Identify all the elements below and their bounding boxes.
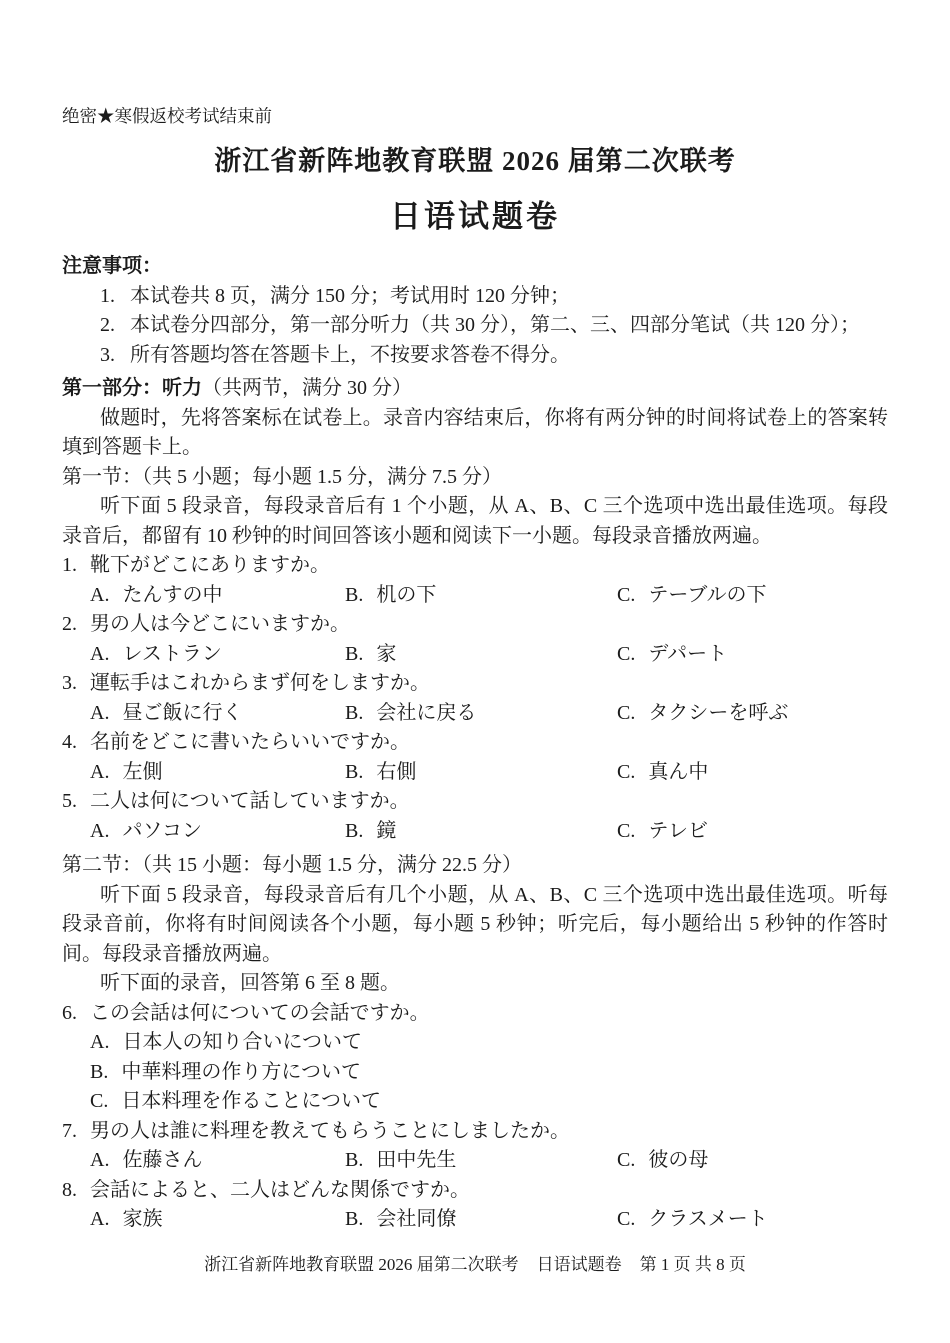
question-1 — [62, 551, 888, 610]
question-6-stem — [62, 999, 888, 1029]
option-6b — [62, 1058, 888, 1088]
option-2b — [345, 640, 617, 670]
option-text: 家 — [376, 642, 397, 665]
section1-heading: 第一节：（共 5 小题；每小题 1.5 分，满分 7.5 分） — [62, 465, 502, 488]
option-text: テレビ — [648, 819, 708, 842]
option-label: A. — [90, 583, 110, 606]
notice-number: 1. — [100, 284, 115, 307]
section2-instructions: 听下面 5 段录音，每段录音后有几个小题，从 A、B、C 三个选项中选出最佳选项。听每段录音前，你将有时间阅读各个小题，每小题 5 秒钟；听完后，每小题给出 5 秒钟的作答时间。每段录音播放两遍。 — [62, 883, 888, 965]
question-2-options — [62, 640, 888, 670]
notices-section — [62, 252, 888, 370]
option-label: A. — [90, 642, 110, 665]
option-4b — [345, 758, 617, 788]
option-label: A. — [90, 1031, 110, 1053]
question-text: 運転手はこれからまず何をしますか。 — [90, 672, 430, 694]
question-8-stem — [62, 1176, 888, 1206]
option-2c — [617, 640, 888, 670]
section2-group-note: 听下面的录音，回答第 6 至 8 题。 — [100, 972, 400, 994]
part1-heading — [62, 374, 888, 404]
question-1-options — [62, 581, 888, 611]
notice-text: 本试卷共 8 页，满分 150 分；考试用时 120 分钟； — [130, 284, 570, 307]
option-text: 佐藤さん — [122, 1149, 203, 1171]
option-text: 中華料理の作り方について — [121, 1060, 361, 1083]
option-text: 机の下 — [376, 583, 437, 606]
option-8c — [617, 1205, 888, 1235]
question-3 — [62, 669, 888, 728]
option-text: 彼の母 — [648, 1149, 709, 1171]
option-text: 会社に戻る — [376, 701, 477, 724]
question-text: 靴下がどこにありますか。 — [90, 554, 330, 576]
option-text: 左側 — [122, 760, 163, 783]
question-number: 1. — [62, 554, 77, 576]
option-text: テーブルの下 — [648, 583, 767, 606]
question-text: 男の人は今どこにいますか。 — [90, 613, 350, 635]
question-3-options — [62, 699, 888, 729]
option-2a — [90, 640, 345, 670]
option-text: 田中先生 — [376, 1149, 457, 1171]
option-label: A. — [90, 819, 110, 842]
question-text: 名前をどこに書いたらいいですか。 — [90, 731, 410, 753]
paper-title: 日语试题卷 — [390, 199, 560, 234]
question-text: この会話は何についての会話ですか。 — [90, 1001, 430, 1024]
option-1a — [90, 581, 345, 611]
question-7-stem — [62, 1117, 888, 1147]
option-text: パソコン — [122, 819, 203, 842]
section1-instructions: 听下面 5 段录音，每段录音后有 1 个小题，从 A、B、C 三个选项中选出最佳选项。每段录音后，都留有 10 秒钟的时间回答该小题和阅读下一小题。每段录音播放两遍。 — [62, 495, 888, 547]
option-4a — [90, 758, 345, 788]
option-label: A. — [90, 760, 110, 783]
option-label: C. — [617, 583, 636, 606]
page-footer — [0, 1253, 950, 1277]
question-number: 2. — [62, 613, 77, 635]
notice-item-2 — [62, 311, 888, 341]
question-text: 会話によると、二人はどんな関係ですか。 — [90, 1178, 470, 1201]
notices-heading: 注意事项： — [62, 255, 162, 277]
question-number: 8. — [62, 1178, 77, 1201]
option-label: B. — [345, 819, 364, 842]
option-5a — [90, 817, 345, 847]
question-number: 4. — [62, 731, 77, 753]
option-label: A. — [90, 701, 110, 724]
option-1b — [345, 581, 617, 611]
option-text: 右側 — [376, 760, 417, 783]
option-label: C. — [90, 1090, 109, 1112]
option-8b — [345, 1205, 617, 1235]
option-text: クラスメート — [648, 1208, 768, 1230]
part1-intro: 做题时，先将答案标在试卷上。录音内容结束后，你将有两分钟的时间将试卷上的答案转填到答题卡上。 — [62, 406, 888, 458]
question-3-stem — [62, 669, 888, 699]
option-4c — [617, 758, 888, 788]
option-label: B. — [345, 583, 364, 606]
option-label: A. — [90, 1208, 110, 1230]
option-text: 真ん中 — [648, 760, 709, 783]
option-label: B. — [345, 760, 364, 783]
question-6 — [62, 999, 888, 1117]
notice-text: 所有答题均答在答题卡上，不按要求答卷不得分。 — [130, 343, 570, 366]
question-8 — [62, 1176, 888, 1235]
security-notice: 绝密★寒假返校考试结束前 — [62, 106, 272, 126]
option-5c — [617, 817, 888, 847]
option-7b — [345, 1146, 617, 1176]
option-label: C. — [617, 701, 636, 724]
question-number: 5. — [62, 790, 77, 812]
option-text: 会社同僚 — [376, 1208, 457, 1230]
question-4 — [62, 728, 888, 787]
option-3c — [617, 699, 888, 729]
option-label: C. — [617, 642, 636, 665]
question-8-options — [62, 1205, 888, 1235]
question-1-stem — [62, 551, 888, 581]
option-text: 日本料理を作ることについて — [121, 1090, 381, 1112]
option-text: 昼ご飯に行く — [122, 701, 243, 724]
footer-paper-name: 日语试题卷 — [536, 1255, 622, 1274]
option-text: たんすの中 — [122, 583, 223, 606]
option-6a — [62, 1028, 888, 1058]
part1-heading-note: （共两节，满分 30 分） — [202, 377, 412, 399]
notice-item-1 — [62, 282, 888, 312]
option-label: C. — [617, 819, 636, 842]
question-number: 3. — [62, 672, 77, 694]
option-label: B. — [345, 701, 364, 724]
footer-page-info: 第 1 页 共 8 页 — [639, 1255, 746, 1274]
question-number: 6. — [62, 1001, 77, 1024]
option-label: C. — [617, 1208, 636, 1230]
question-text: 二人は何について話していますか。 — [90, 790, 410, 812]
notice-number: 3. — [100, 343, 115, 366]
option-1c — [617, 581, 888, 611]
option-7c — [617, 1146, 888, 1176]
option-label: C. — [617, 760, 636, 783]
question-5 — [62, 787, 888, 846]
question-7-options — [62, 1146, 888, 1176]
option-text: タクシーを呼ぶ — [648, 701, 789, 724]
question-number: 7. — [62, 1119, 77, 1142]
option-text: 家族 — [122, 1208, 163, 1230]
option-7a — [90, 1146, 345, 1176]
option-8a — [90, 1205, 345, 1235]
notice-item-3 — [62, 341, 888, 371]
question-2 — [62, 610, 888, 669]
part1-heading-title: 第一部分：听力 — [62, 377, 202, 399]
question-5-options — [62, 817, 888, 847]
question-2-stem — [62, 610, 888, 640]
option-text: 日本人の知り合いについて — [122, 1031, 363, 1053]
option-text: レストラン — [122, 642, 222, 665]
option-5b — [345, 817, 617, 847]
option-label: A. — [90, 1149, 110, 1171]
question-5-stem — [62, 787, 888, 817]
option-label: B. — [345, 1149, 364, 1171]
option-label: B. — [345, 1208, 364, 1230]
option-3b — [345, 699, 617, 729]
option-label: B. — [90, 1060, 109, 1083]
notice-number: 2. — [100, 314, 115, 336]
section2-heading: 第二节：（共 15 小题：每小题 1.5 分，满分 22.5 分） — [62, 854, 522, 876]
footer-exam-name: 浙江省新阵地教育联盟 2026 届第二次联考 — [204, 1255, 519, 1274]
option-3a — [90, 699, 345, 729]
question-7 — [62, 1117, 888, 1176]
option-6c — [62, 1087, 888, 1117]
option-label: B. — [345, 642, 364, 665]
exam-title: 浙江省新阵地教育联盟 2026 届第二次联考 — [214, 146, 736, 176]
question-4-stem — [62, 728, 888, 758]
question-4-options — [62, 758, 888, 788]
option-text: デパート — [648, 642, 728, 665]
question-text: 男の人は誰に料理を教えてもらうことにしましたか。 — [90, 1119, 570, 1142]
option-label: C. — [617, 1149, 636, 1171]
option-text: 鏡 — [376, 819, 397, 842]
notice-text: 本试卷分四部分，第一部分听力（共 30 分），第二、三、四部分笔试（共 120 分）； — [130, 314, 860, 336]
